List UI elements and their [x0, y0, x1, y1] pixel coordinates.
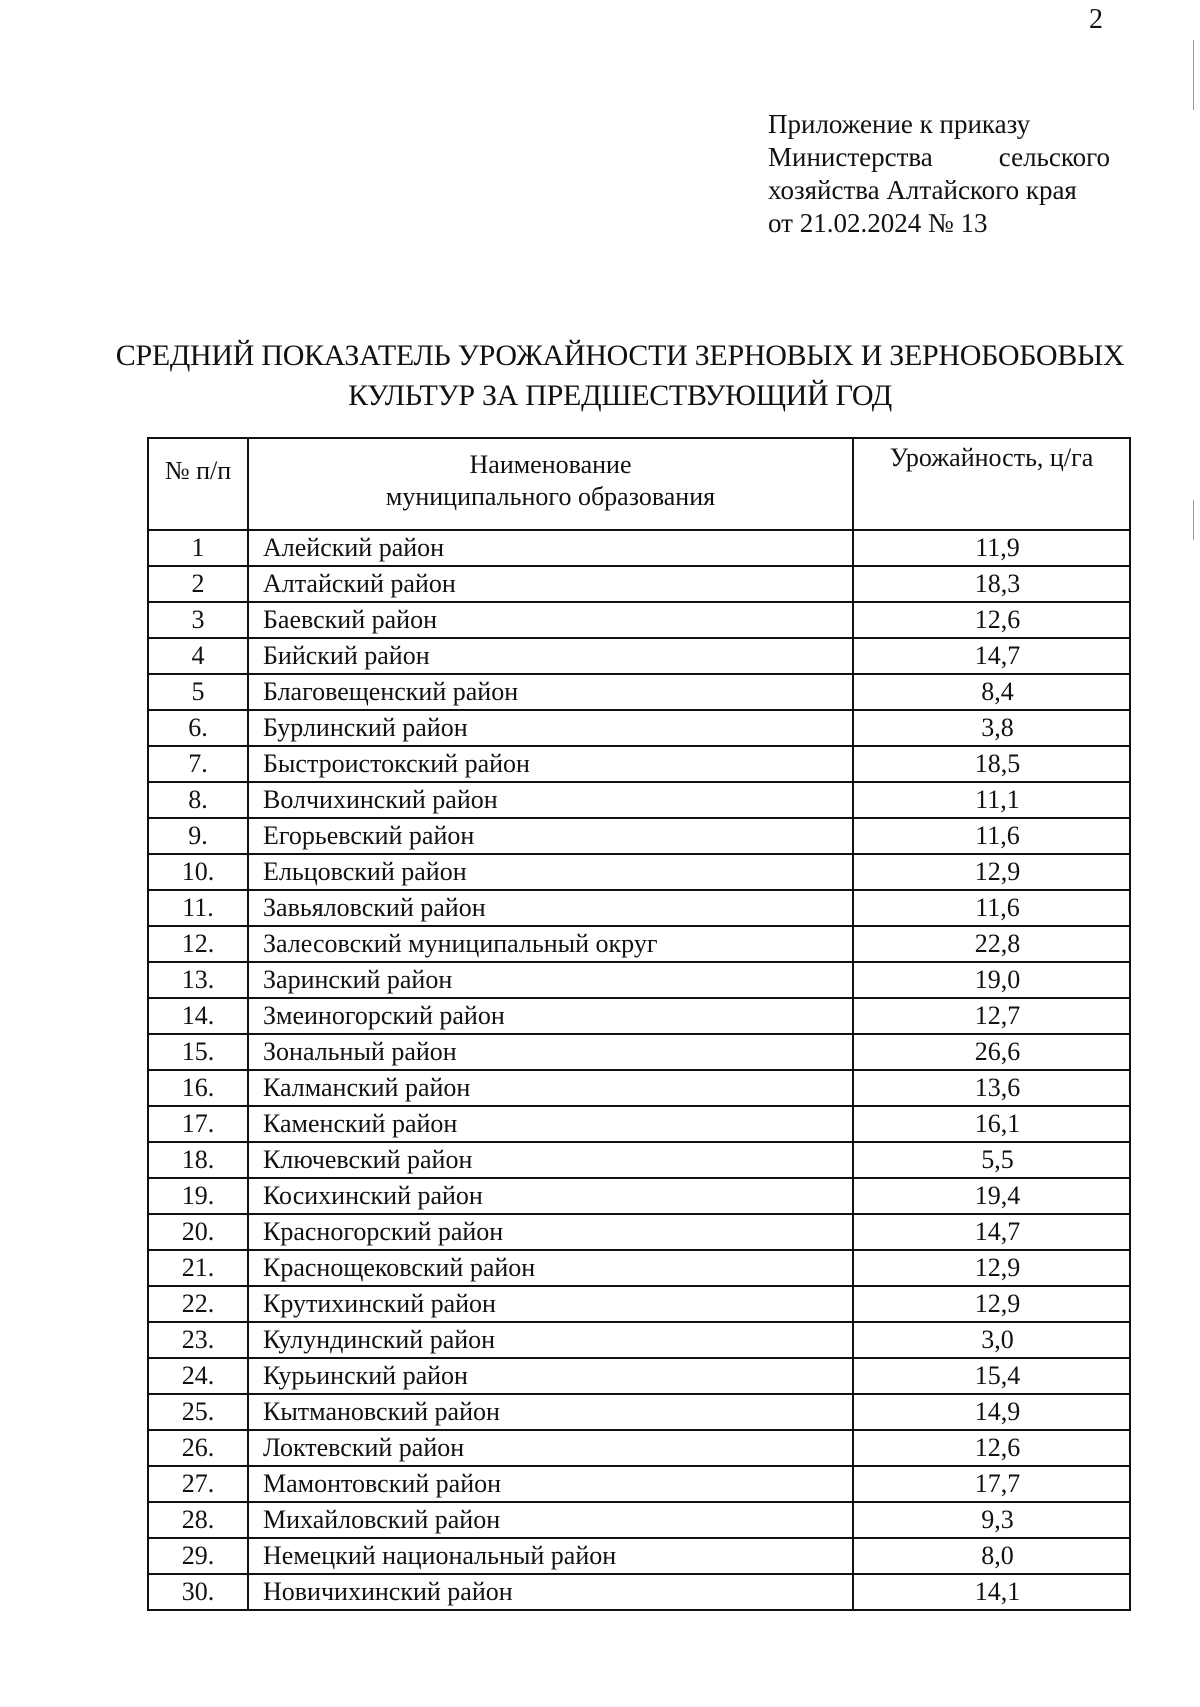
row-number: 5: [148, 674, 248, 710]
page-number: 2: [1089, 4, 1103, 35]
header-number: № п/п: [148, 438, 248, 530]
row-yield: 12,6: [853, 602, 1130, 638]
table-row: [148, 602, 1130, 638]
table-row: [148, 1502, 1130, 1538]
row-municipality: Благовещенский район: [248, 674, 853, 710]
row-number: 30.: [148, 1574, 248, 1610]
row-number: 12.: [148, 926, 248, 962]
table-row: [148, 818, 1130, 854]
title-line-2: КУЛЬТУР ЗА ПРЕДШЕСТВУЮЩИЙ ГОД: [348, 379, 892, 412]
row-municipality: Баевский район: [248, 602, 853, 638]
row-number: 1: [148, 530, 248, 566]
row-municipality: Алейский район: [248, 530, 853, 566]
row-municipality: Залесовский муниципальный округ: [248, 926, 853, 962]
table-row: [148, 710, 1130, 746]
row-yield: 16,1: [853, 1106, 1130, 1142]
appendix-line-4: от 21.02.2024 № 13: [768, 208, 988, 238]
table-row: [148, 890, 1130, 926]
row-number: 22.: [148, 1286, 248, 1322]
row-yield: 11,9: [853, 530, 1130, 566]
table-row: [148, 1286, 1130, 1322]
appendix-line-2: [768, 141, 1110, 174]
row-yield: 14,9: [853, 1394, 1130, 1430]
row-number: 28.: [148, 1502, 248, 1538]
row-number: 2: [148, 566, 248, 602]
header-name: [248, 438, 853, 530]
row-yield: 13,6: [853, 1070, 1130, 1106]
header-name-line-2: муниципального образования: [385, 482, 716, 511]
row-municipality: Быстроистокский район: [248, 746, 853, 782]
table-row: [148, 1034, 1130, 1070]
row-municipality: Ключевский район: [248, 1142, 853, 1178]
table-row: [148, 962, 1130, 998]
table-row: [148, 1358, 1130, 1394]
row-number: 25.: [148, 1394, 248, 1430]
row-yield: 22,8: [853, 926, 1130, 962]
row-yield: 14,7: [853, 1214, 1130, 1250]
row-yield: 9,3: [853, 1502, 1130, 1538]
row-municipality: Бийский район: [248, 638, 853, 674]
row-number: 19.: [148, 1178, 248, 1214]
table-row: [148, 926, 1130, 962]
row-municipality: Завьяловский район: [248, 890, 853, 926]
row-number: 15.: [148, 1034, 248, 1070]
row-municipality: Алтайский район: [248, 566, 853, 602]
row-number: 27.: [148, 1466, 248, 1502]
table-row: [148, 1142, 1130, 1178]
scan-margin-mark: [1193, 500, 1194, 540]
row-yield: 12,7: [853, 998, 1130, 1034]
table-row: [148, 1250, 1130, 1286]
yield-table: [147, 437, 1131, 1611]
row-number: 9.: [148, 818, 248, 854]
table-row: [148, 1106, 1130, 1142]
row-number: 24.: [148, 1358, 248, 1394]
row-yield: 12,9: [853, 854, 1130, 890]
row-number: 10.: [148, 854, 248, 890]
row-yield: 18,3: [853, 566, 1130, 602]
table-row: [148, 746, 1130, 782]
row-number: 26.: [148, 1430, 248, 1466]
table-row: [148, 1574, 1130, 1610]
row-municipality: Косихинский район: [248, 1178, 853, 1214]
table-row: [148, 1070, 1130, 1106]
row-yield: 12,9: [853, 1250, 1130, 1286]
row-municipality: Крутихинский район: [248, 1286, 853, 1322]
row-number: 21.: [148, 1250, 248, 1286]
table-header-row: [148, 438, 1130, 530]
row-municipality: Немецкий национальный район: [248, 1538, 853, 1574]
row-yield: 12,6: [853, 1430, 1130, 1466]
row-municipality: Курьинский район: [248, 1358, 853, 1394]
row-number: 18.: [148, 1142, 248, 1178]
row-municipality: Калманский район: [248, 1070, 853, 1106]
row-municipality: Бурлинский район: [248, 710, 853, 746]
row-number: 23.: [148, 1322, 248, 1358]
table-row: [148, 1538, 1130, 1574]
row-number: 11.: [148, 890, 248, 926]
row-yield: 17,7: [853, 1466, 1130, 1502]
table-row: [148, 530, 1130, 566]
header-yield: Урожайность, ц/га: [853, 438, 1130, 530]
table-row: [148, 998, 1130, 1034]
row-number: 6.: [148, 710, 248, 746]
row-yield: 8,0: [853, 1538, 1130, 1574]
appendix-block: [768, 108, 1110, 240]
row-municipality: Заринский район: [248, 962, 853, 998]
row-municipality: Волчихинский район: [248, 782, 853, 818]
row-number: 16.: [148, 1070, 248, 1106]
table-row: [148, 674, 1130, 710]
row-municipality: Мамонтовский район: [248, 1466, 853, 1502]
table-row: [148, 854, 1130, 890]
row-yield: 5,5: [853, 1142, 1130, 1178]
row-municipality: Кытмановский район: [248, 1394, 853, 1430]
row-yield: 12,9: [853, 1286, 1130, 1322]
row-number: 7.: [148, 746, 248, 782]
scan-margin-mark: [1193, 40, 1194, 110]
row-number: 8.: [148, 782, 248, 818]
appendix-line-2-right: сельского: [998, 142, 1110, 172]
row-yield: 8,4: [853, 674, 1130, 710]
row-yield: 11,1: [853, 782, 1130, 818]
row-number: 13.: [148, 962, 248, 998]
row-number: 3: [148, 602, 248, 638]
row-municipality: Михайловский район: [248, 1502, 853, 1538]
row-number: 20.: [148, 1214, 248, 1250]
row-municipality: Егорьевский район: [248, 818, 853, 854]
row-municipality: Локтевский район: [248, 1430, 853, 1466]
row-municipality: Ельцовский район: [248, 854, 853, 890]
table-row: [148, 1214, 1130, 1250]
header-name-line-1: Наименование: [469, 450, 632, 479]
yield-table-container: [147, 437, 1129, 1611]
row-municipality: Красногорский район: [248, 1214, 853, 1250]
row-number: 29.: [148, 1538, 248, 1574]
row-yield: 19,4: [853, 1178, 1130, 1214]
document-title: [90, 336, 1150, 416]
row-yield: 18,5: [853, 746, 1130, 782]
table-row: [148, 1322, 1130, 1358]
row-number: 4: [148, 638, 248, 674]
row-yield: 15,4: [853, 1358, 1130, 1394]
row-yield: 11,6: [853, 890, 1130, 926]
row-municipality: Новичихинский район: [248, 1574, 853, 1610]
table-row: [148, 1430, 1130, 1466]
table-row: [148, 1178, 1130, 1214]
table-row: [148, 638, 1130, 674]
row-yield: 14,1: [853, 1574, 1130, 1610]
table-row: [148, 782, 1130, 818]
title-line-1: СРЕДНИЙ ПОКАЗАТЕЛЬ УРОЖАЙНОСТИ ЗЕРНОВЫХ И ЗЕРНОБОБОВЫХ: [115, 339, 1125, 372]
row-yield: 26,6: [853, 1034, 1130, 1070]
row-municipality: Зональный район: [248, 1034, 853, 1070]
row-municipality: Краснощековский район: [248, 1250, 853, 1286]
appendix-line-2-left: Министерства: [768, 142, 933, 172]
appendix-line-1: Приложение к приказу: [768, 109, 1031, 139]
row-yield: 11,6: [853, 818, 1130, 854]
row-number: 17.: [148, 1106, 248, 1142]
row-yield: 14,7: [853, 638, 1130, 674]
table-row: [148, 1466, 1130, 1502]
row-number: 14.: [148, 998, 248, 1034]
row-yield: 3,0: [853, 1322, 1130, 1358]
row-municipality: Каменский район: [248, 1106, 853, 1142]
appendix-line-3: хозяйства Алтайского края: [768, 175, 1077, 205]
row-yield: 19,0: [853, 962, 1130, 998]
row-municipality: Кулундинский район: [248, 1322, 853, 1358]
table-body: [148, 530, 1130, 1610]
table-row: [148, 1394, 1130, 1430]
row-municipality: Змеиногорский район: [248, 998, 853, 1034]
row-yield: 3,8: [853, 710, 1130, 746]
table-row: [148, 566, 1130, 602]
